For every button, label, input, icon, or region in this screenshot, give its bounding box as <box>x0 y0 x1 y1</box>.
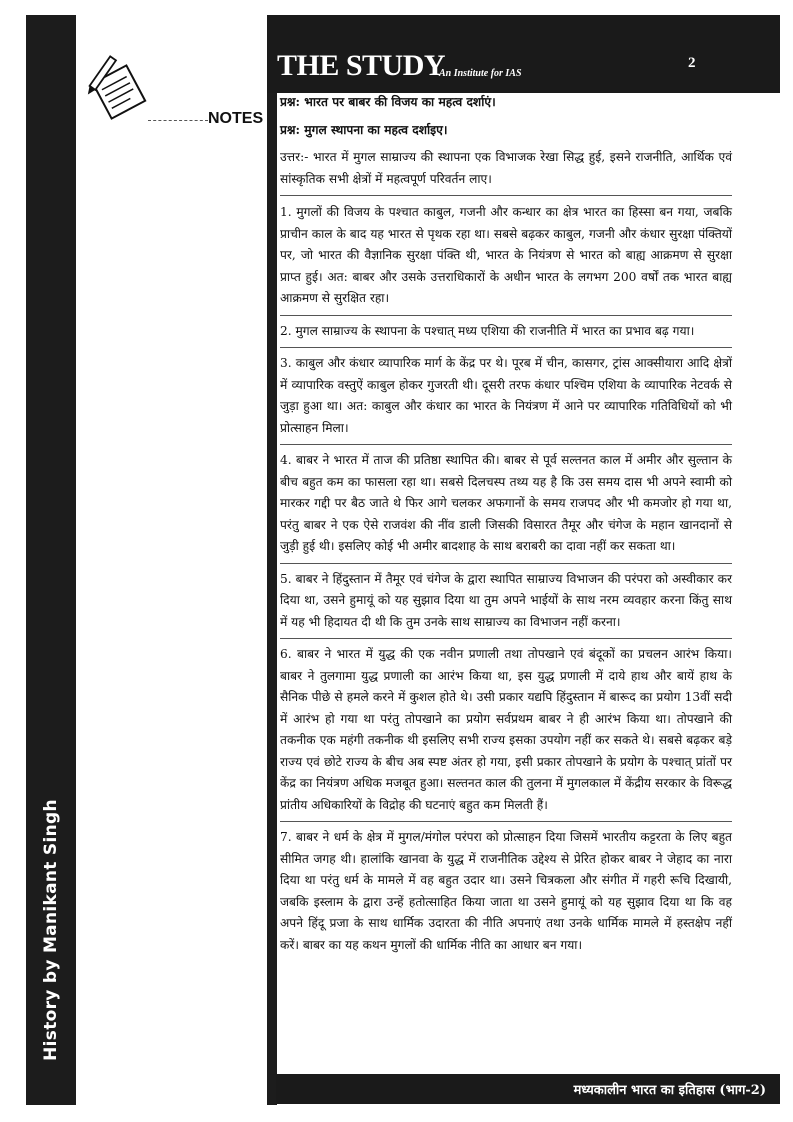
brand-subtitle: An Institute for IAS <box>439 68 522 79</box>
footer-banner <box>276 1074 780 1104</box>
question-2: प्रश्न: मुगल स्थापना का महत्व दर्शाइए। <box>280 122 448 137</box>
answer-intro: उत्तर:- भारत में मुगल साम्राज्य की स्थापना एक विभाजक रेखा सिद्ध हुई, इसने राजनीति, आर्थिक एवं सांस्कृतिक सभी क्षेत्रों में महत्वपूर्ण परिवर्तन लाए। <box>280 147 732 196</box>
notes-divider <box>148 120 208 121</box>
footer-title: मध्यकालीन भारत का इतिहास (भाग-2) <box>573 1083 766 1098</box>
point-4: 4. बाबर ने भारत में ताज की प्रतिष्ठा स्थापित की। बाबर से पूर्व सल्तनत काल में अमीर और सुल्तान के बीच बहुत कम का फासला रहा था। सबसे दिलचस्प तथ्य यह है कि उस समय दास भी अपने स्वामी को मारकर गद्दी पर बैठ जाते थे फिर आगे चलकर अफगानों के समय राजपद और भी कमजोर हो गया था, परंतु बाबर ने एक ऐसे राजवंश की नींव डाली जिसकी विसारत तैमूर और चंगेज के महान खानदानों से जुड़ी हुई थी। इसलिए कोई भी अमीर बादशाह के साथ बराबरी का दावा नहीं कर सकता था। <box>280 450 732 564</box>
point-5: 5. बाबर ने हिंदुस्तान में तैमूर एवं चंगेज के द्वारा स्थापित साम्राज्य विभाजन की परंपरा को अस्वीकार कर दिया था, उसने हुमायूं को यह सुझाव दिया था तुम अपने भाईयों के साथ नरम व्यवहार करना किंतु साथ में यह भी हिदायत दी थी कि तुम उनके साथ साम्राज्य का विभाजन नहीं करना। <box>280 569 732 640</box>
point-1: 1. मुगलों की विजय के पश्चात काबुल, गजनी और कन्धार का क्षेत्र भारत का हिस्सा बन गया, जबकि प्राचीन काल के बाद यह भारत से पृथक रहा था। सबसे बढ़कर काबुल, गजनी और कंधार सुरक्षा पंक्तियों पर, जो भारत की वैज्ञानिक सुरक्षा पंक्ति थी, भारत के नियंत्रण से भारत को बाह्य आक्रमण से सुरक्षा प्राप्त हुई। अत: बाबर और उसके उत्तराधिकारों के अधीन भारत के लगभग 200 वर्षों तक भारत बाह्य आक्रमण से सुरक्षित रहा। <box>280 202 732 316</box>
point-3: 3. काबुल और कंधार व्यापारिक मार्ग के केंद्र पर थे। पूरब में चीन, कासगर, ट्रांस आक्सीयारा आदि क्षेत्रों में व्यापारिक वस्तुऐं काबुल होकर गुजरती थी। दूसरी तरफ कंधार पश्चिम एशिया के व्यापारिक नेटवर्क से जुड़ा हुआ था। अत: काबुल और कंधार का भारत के नियंत्रण में आने पर व्यापारिक गतिविधियों को भी प्रोत्साहन मिला। <box>280 353 732 445</box>
question-1: प्रश्न: भारत पर बाबर की विजय का महत्व दर्शाएं। <box>280 95 496 109</box>
sidebar-vertical-text: History by Manikant Singh <box>41 799 61 1061</box>
page-number: 2 <box>688 55 696 71</box>
point-2: 2. मुगल साम्राज्य के स्थापना के पश्चात् मध्य एशिया की राजनीति में भारत का प्रभाव बढ़ गया। <box>280 321 732 349</box>
point-6: 6. बाबर ने भारत में युद्ध की एक नवीन प्रणाली तथा तोपखाने एवं बंदूकों का प्रचलन आरंभ किया। बाबर ने तुलगामा युद्ध प्रणाली का आरंभ किया था, इस युद्ध प्रणाली में दाये हाथ और बायें हाथ के सैनिक पीछे से हमले करने में कुशल होते थे। उसी प्रकार यद्यपि हिंदुस्तान में बारूद का प्रयोग 13वीं सदी में आरंभ हो गया था परंतु तोपखाने का प्रयोग सर्वप्रथम बाबर ने ही आरंभ किया था। तोपखाने की तकनीक एक महंगी तकनीक थी इसलिए सभी राज्य इसका उपयोग नहीं कर सकते थे। सबसे बढ़कर बड़े राज्य एवं छोटे राज्य के बीच अब स्पष्ट अंतर हो गया, इसी प्रकार तोपखाने के प्रयोग के पश्चात् प्रांतों पर केंद्र का नियंत्रण अधिक मजबूत हुआ। सल्तनत काल की तुलना में मुगलकाल में केंद्रीय सरकार के विरूद्ध प्रांतीय अधिकारियों के विद्रोह की घटनाएं बहुत कम मिलती हैं। <box>280 644 732 822</box>
main-content <box>280 92 732 966</box>
brand-title: THE STUDY <box>277 49 446 82</box>
point-7: 7. बाबर ने धर्म के क्षेत्र में मुगल/मंगोल परंपरा को प्रोत्साहन दिया जिसमें भारतीय कट्टरता के लिए बहुत सीमित जगह थी। हालांकि खानवा के युद्ध में राजनीतिक उद्देश्य से प्रेरित होकर बाबर ने जेहाद का नारा दिया था परंतु धर्म के मामले में वह बहुत उदार था। उसने चित्रकला और संगीत में गहरी रूचि दिखायी, जबकि इस्लाम के द्वारा उन्हें हतोत्साहित किया जाता था उसने हुमायूं को यह सुझाव दिया था कि वह अपने हिंदू प्रजा के साथ धार्मिक उदारता की नीति अपनाएं तथा उनके धार्मिक मामले में हस्तक्षेप नहीं करें। बाबर का यह कथन मुगलों की धार्मिक नीति का आधार बन गया। <box>280 830 732 952</box>
header-banner <box>267 15 780 93</box>
content-border <box>267 15 277 1105</box>
notepad-pencil-icon <box>84 54 154 124</box>
notes-label: NOTES <box>208 110 264 127</box>
